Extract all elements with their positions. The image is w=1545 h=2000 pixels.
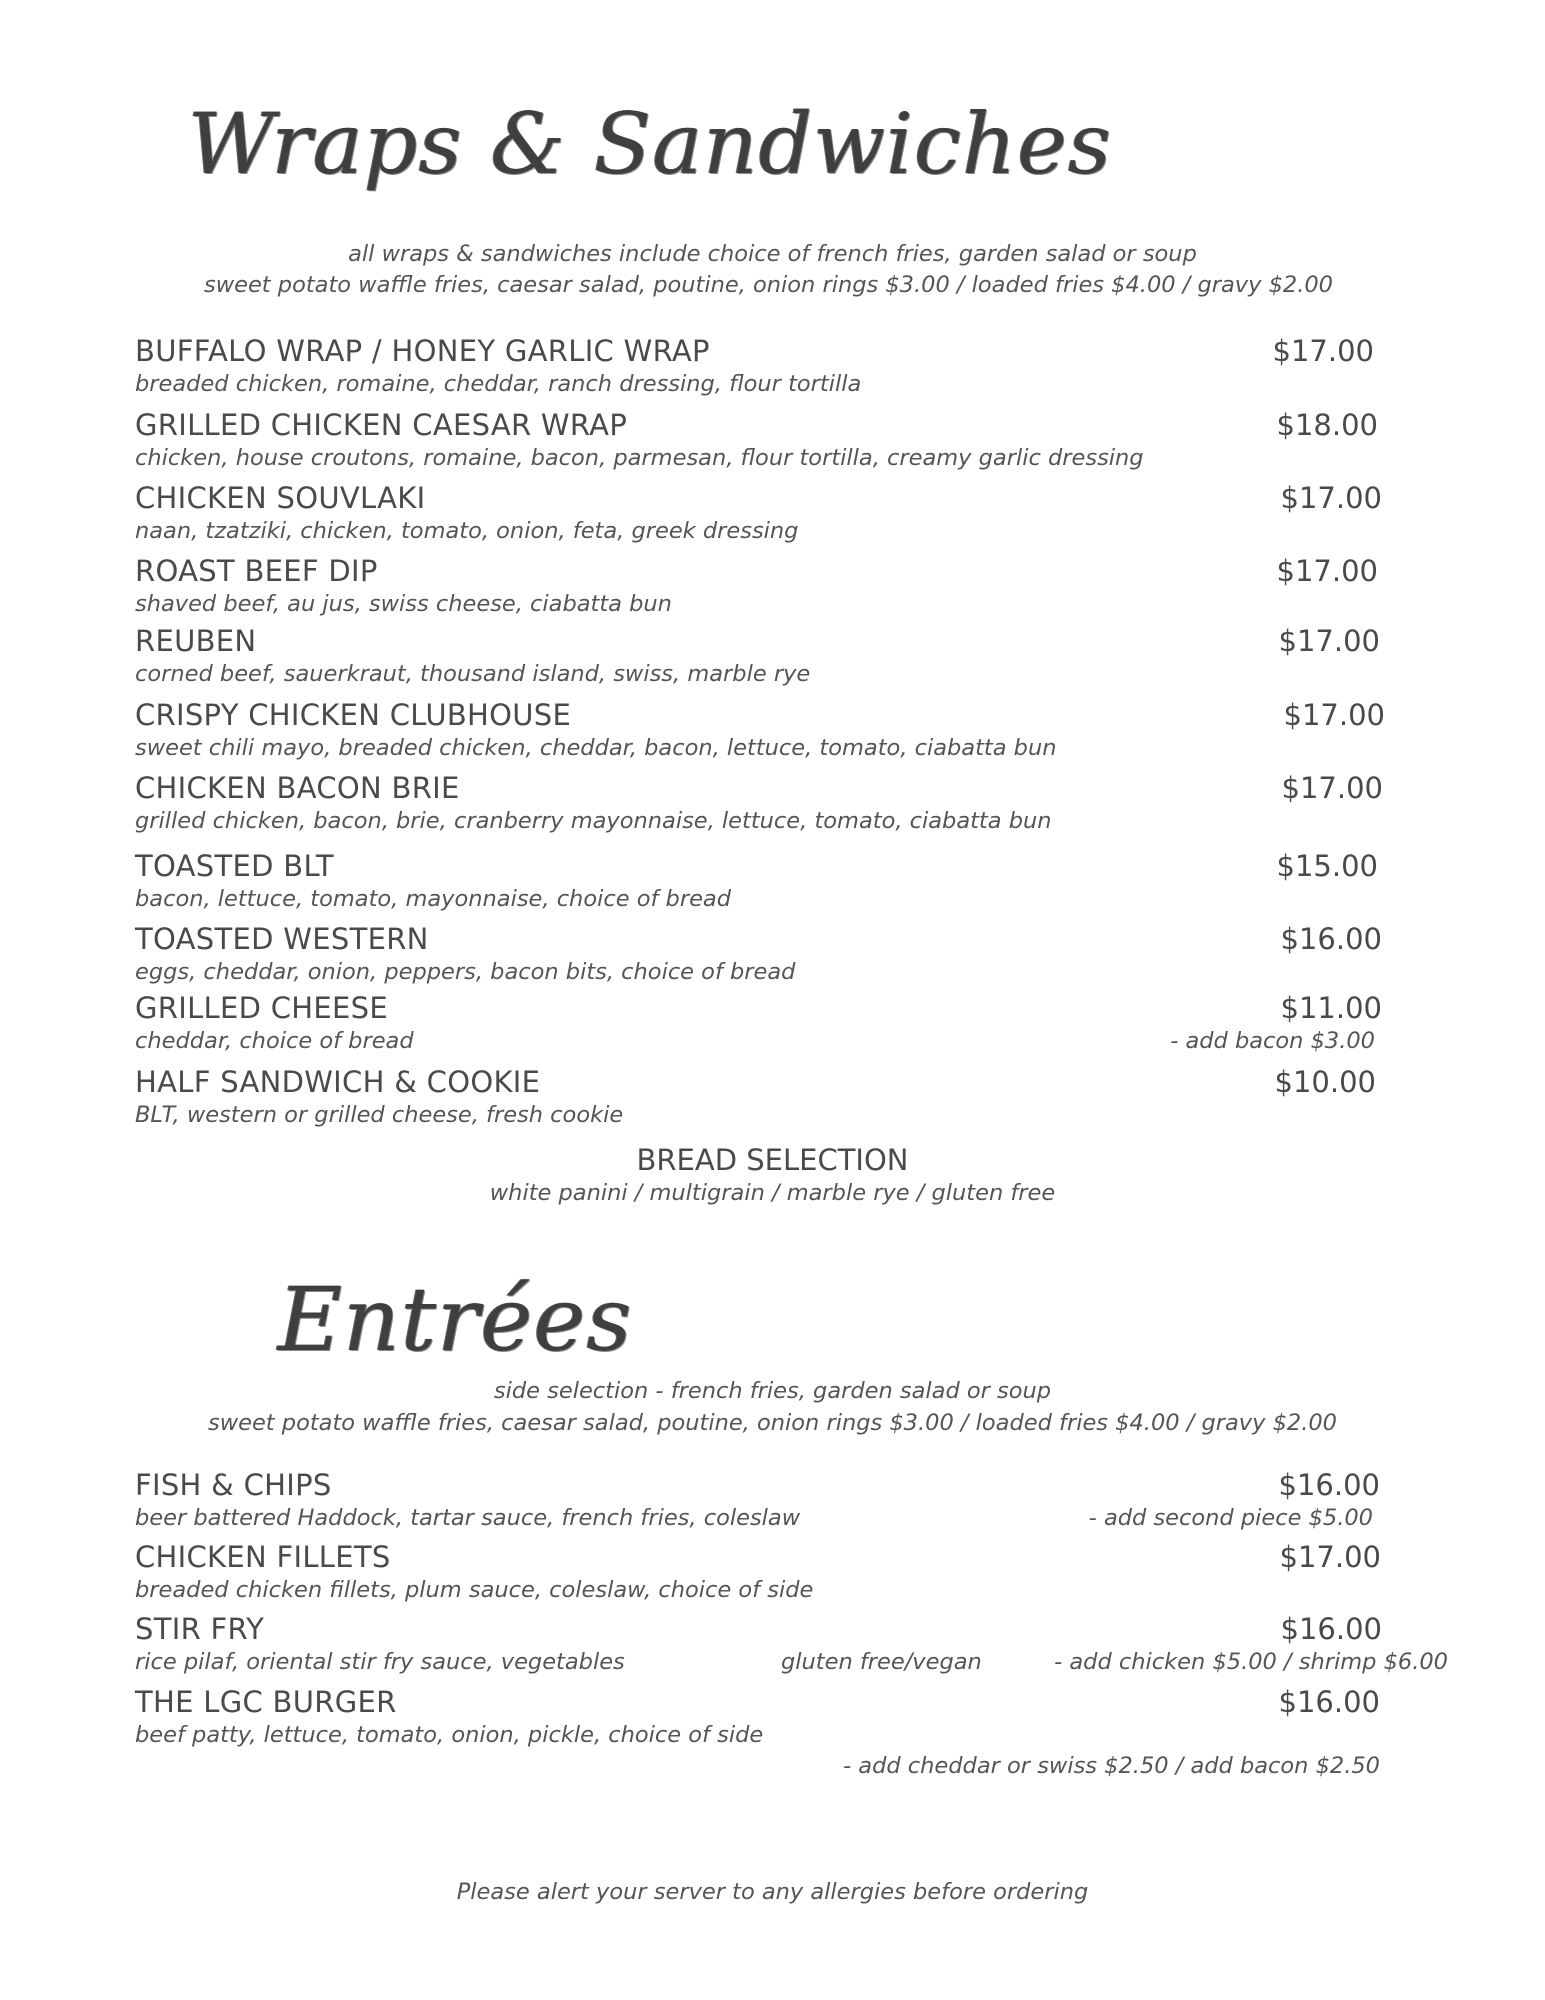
- entrees-upgrade-note: sweet potato waffle fries, caesar salad, poutine, onion rings $3.00 / loaded fries $4.00 / gravy $2.00: [208, 1410, 1337, 1436]
- item-name-toasted-western: TOASTED WESTERN: [135, 922, 429, 956]
- item-addon-fish-chips: - add second piece $5.00: [1088, 1505, 1373, 1531]
- item-name-chicken-fillets: CHICKEN FILLETS: [135, 1540, 391, 1574]
- allergy-footer-note: Please alert your server to any allergies before ordering: [456, 1879, 1089, 1905]
- wraps-upgrade-note: sweet potato waffle fries, caesar salad, poutine, onion rings $3.00 / loaded fries $4.00 / gravy $2.00: [204, 272, 1333, 298]
- item-price-reuben: $17.00: [1278, 624, 1380, 658]
- item-addon-lgc-burger: - add cheddar or swiss $2.50 / add bacon $2.50: [843, 1753, 1380, 1779]
- item-price-crispy-chicken-clubhouse: $17.00: [1283, 698, 1385, 732]
- item-price-grilled-cheese: $11.00: [1280, 991, 1382, 1025]
- item-desc-chicken-caesar-wrap: chicken, house croutons, romaine, bacon, parmesan, flour tortilla, creamy garlic dressing: [135, 445, 1144, 471]
- item-name-chicken-souvlaki: CHICKEN SOUVLAKI: [135, 481, 426, 515]
- item-name-reuben: REUBEN: [135, 624, 257, 658]
- item-name-chicken-bacon-brie: CHICKEN BACON BRIE: [135, 771, 460, 805]
- entrees-side-note: side selection - french fries, garden salad or soup: [493, 1378, 1052, 1404]
- item-price-lgc-burger: $16.00: [1278, 1685, 1380, 1719]
- item-addon-stir-fry: - add chicken $5.00 / shrimp $6.00: [1054, 1649, 1448, 1675]
- item-desc-crispy-chicken-clubhouse: sweet chili mayo, breaded chicken, cheddar, bacon, lettuce, tomato, ciabatta bun: [135, 735, 1057, 761]
- item-name-half-sandwich-cookie: HALF SANDWICH & COOKIE: [135, 1065, 541, 1099]
- item-name-crispy-chicken-clubhouse: CRISPY CHICKEN CLUBHOUSE: [135, 698, 572, 732]
- item-desc-stir-fry: rice pilaf, oriental stir fry sauce, vegetables: [135, 1649, 625, 1675]
- item-desc-toasted-western: eggs, cheddar, onion, peppers, bacon bits, choice of bread: [135, 959, 796, 985]
- bread-selection-heading: BREAD SELECTION: [636, 1143, 909, 1177]
- item-desc-half-sandwich-cookie: BLT, western or grilled cheese, fresh cookie: [135, 1102, 624, 1128]
- item-price-fish-chips: $16.00: [1278, 1468, 1380, 1502]
- item-price-chicken-fillets: $17.00: [1279, 1540, 1381, 1574]
- item-name-buffalo-wrap: BUFFALO WRAP / HONEY GARLIC WRAP: [135, 334, 710, 368]
- item-price-half-sandwich-cookie: $10.00: [1274, 1065, 1376, 1099]
- item-desc-roast-beef-dip: shaved beef, au jus, swiss cheese, ciabatta bun: [135, 591, 672, 617]
- item-price-chicken-bacon-brie: $17.00: [1281, 771, 1383, 805]
- item-desc-grilled-cheese: cheddar, choice of bread: [135, 1028, 414, 1054]
- item-name-grilled-cheese: GRILLED CHEESE: [135, 991, 388, 1025]
- item-name-roast-beef-dip: ROAST BEEF DIP: [135, 554, 378, 588]
- wraps-section-title: Wraps & Sandwiches: [188, 95, 1113, 193]
- item-name-lgc-burger: THE LGC BURGER: [135, 1685, 397, 1719]
- item-name-fish-chips: FISH & CHIPS: [135, 1468, 332, 1502]
- item-price-chicken-caesar-wrap: $18.00: [1276, 408, 1378, 442]
- entrees-section-title: Entrées: [278, 1268, 633, 1371]
- item-name-chicken-caesar-wrap: GRILLED CHICKEN CAESAR WRAP: [135, 408, 628, 442]
- item-name-stir-fry: STIR FRY: [135, 1612, 265, 1646]
- item-price-toasted-blt: $15.00: [1276, 849, 1378, 883]
- item-addon-grilled-cheese: - add bacon $3.00: [1170, 1028, 1375, 1054]
- item-desc-chicken-fillets: breaded chicken fillets, plum sauce, coleslaw, choice of side: [135, 1577, 814, 1603]
- item-name-toasted-blt: TOASTED BLT: [135, 849, 334, 883]
- item-price-toasted-western: $16.00: [1280, 922, 1382, 956]
- item-price-chicken-souvlaki: $17.00: [1280, 481, 1382, 515]
- item-price-stir-fry: $16.00: [1280, 1612, 1382, 1646]
- bread-selection-options: white panini / multigrain / marble rye / gluten free: [489, 1180, 1056, 1206]
- item-price-buffalo-wrap: $17.00: [1272, 334, 1374, 368]
- item-desc-reuben: corned beef, sauerkraut, thousand island, swiss, marble rye: [135, 661, 811, 687]
- item-diet-tag-stir-fry: gluten free/vegan: [781, 1649, 982, 1675]
- item-desc-chicken-souvlaki: naan, tzatziki, chicken, tomato, onion, feta, greek dressing: [135, 518, 799, 544]
- item-desc-toasted-blt: bacon, lettuce, tomato, mayonnaise, choice of bread: [135, 886, 731, 912]
- item-desc-buffalo-wrap: breaded chicken, romaine, cheddar, ranch dressing, flour tortilla: [135, 371, 862, 397]
- wraps-side-note: all wraps & sandwiches include choice of french fries, garden salad or soup: [348, 241, 1197, 267]
- item-desc-chicken-bacon-brie: grilled chicken, bacon, brie, cranberry mayonnaise, lettuce, tomato, ciabatta bun: [135, 808, 1052, 834]
- item-desc-lgc-burger: beef patty, lettuce, tomato, onion, pickle, choice of side: [135, 1722, 764, 1748]
- item-price-roast-beef-dip: $17.00: [1276, 554, 1378, 588]
- item-desc-fish-chips: beer battered Haddock, tartar sauce, french fries, coleslaw: [135, 1505, 801, 1531]
